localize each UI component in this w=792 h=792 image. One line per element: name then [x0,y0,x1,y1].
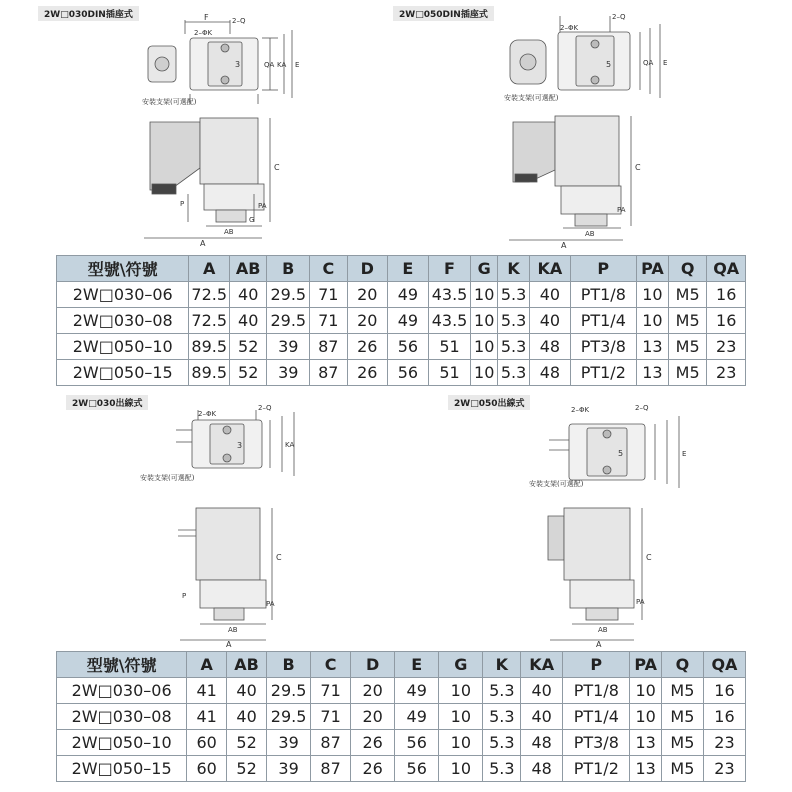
table-row [57,334,746,360]
value-cell: 20 [347,282,388,308]
dim-A-label-050: A [561,241,567,250]
value-cell: 16 [703,678,745,704]
value-cell: M5 [668,308,706,334]
value-cell: 10 [630,704,662,730]
value-cell: 52 [230,334,267,360]
column-header: P [563,652,630,678]
dim-P-label-w030: P [182,592,187,600]
value-cell: 71 [311,704,351,730]
value-cell: 49 [388,308,429,334]
model-cell: 2W□050–15 [57,756,187,782]
dim-2Q-label-050: 2–Q [612,13,626,21]
value-cell: 51 [428,334,471,360]
value-cell: 29.5 [267,282,310,308]
table-row [57,282,746,308]
value-cell: M5 [668,360,706,386]
value-cell: PT1/4 [570,308,636,334]
value-cell: 52 [227,730,267,756]
column-header: C [310,256,347,282]
value-cell: 60 [187,730,227,756]
dim-2phiK-label-050: 2–ΦK [560,24,579,32]
value-cell: 29.5 [267,678,311,704]
column-header: PA [630,652,662,678]
port-5-label-w050: 5 [618,449,624,458]
column-header: AB [227,652,267,678]
port-3-label-w030: 3 [237,441,243,450]
section-title-wire-030: 2W□030出線式 [66,395,148,410]
model-cell: 2W□030–08 [57,308,189,334]
dim-2phiK-label-w030: 2–ΦK [198,410,217,418]
table-header-row [57,652,746,678]
column-header: 型號\符號 [57,652,187,678]
dim-A-label-w050: A [596,640,602,648]
value-cell: 39 [267,730,311,756]
value-cell: 10 [439,730,483,756]
port-3-label: 3 [235,60,241,69]
value-cell: 16 [707,282,746,308]
value-cell: M5 [661,678,703,704]
column-header: Q [668,256,706,282]
table-header-row [57,256,746,282]
section-title-wire-050: 2W□050出線式 [448,395,530,410]
value-cell: M5 [668,282,706,308]
dim-QA-label-050: QA [643,59,654,67]
value-cell: 51 [428,360,471,386]
column-header: E [395,652,439,678]
dim-F-label: F [204,13,209,22]
value-cell: 20 [351,678,395,704]
column-header: KA [530,256,571,282]
column-header: QA [703,652,745,678]
dim-G-label: G [249,216,255,224]
value-cell: 72.5 [189,308,230,334]
section-title-din-050: 2W□050DIN插座式 [393,6,494,21]
value-cell: 56 [388,360,429,386]
model-cell: 2W□030–08 [57,704,187,730]
value-cell: M5 [661,756,703,782]
wire-030-top-view-drawing [140,402,315,492]
value-cell: 39 [267,360,310,386]
value-cell: 52 [227,756,267,782]
dim-2phiK-label: 2–ΦK [194,29,213,37]
value-cell: 10 [471,334,498,360]
column-header: D [347,256,388,282]
value-cell: 10 [636,282,668,308]
dim-E-label-050: E [663,59,668,67]
dim-P-label: P [180,200,185,208]
column-header: PA [636,256,668,282]
value-cell: 56 [388,334,429,360]
value-cell: 40 [530,282,571,308]
dim-AB-label-w030: AB [228,626,238,634]
bracket-note-label-050: 安裝支架(可選配) [504,94,559,102]
column-header: K [483,652,521,678]
table-row [57,756,746,782]
model-cell: 2W□050–15 [57,360,189,386]
column-header: K [498,256,530,282]
value-cell: 13 [630,756,662,782]
value-cell: 13 [630,730,662,756]
value-cell: PT1/8 [570,282,636,308]
value-cell: 26 [351,730,395,756]
value-cell: 5.3 [483,730,521,756]
value-cell: 40 [521,704,563,730]
value-cell: 40 [227,704,267,730]
dim-PA-label-w030: PA [266,600,275,608]
value-cell: 10 [471,308,498,334]
value-cell: 71 [311,678,351,704]
value-cell: 71 [310,308,347,334]
dim-A-label: A [200,239,206,248]
value-cell: 43.5 [428,282,471,308]
value-cell: 20 [347,308,388,334]
value-cell: 29.5 [267,308,310,334]
spec-table-din [56,255,746,386]
table-row [57,308,746,334]
value-cell: 10 [439,704,483,730]
section-title-din-030: 2W□030DIN插座式 [38,6,139,21]
value-cell: 13 [636,360,668,386]
din-050-top-view-drawing [500,10,675,105]
dim-QA-label: QA [264,61,275,69]
din-030-top-view-drawing [130,12,310,107]
dim-PA-label-w050: PA [636,598,645,606]
model-cell: 2W□050–10 [57,730,187,756]
dim-C-label: C [274,163,280,172]
dim-KA-label: KA [277,61,287,69]
dim-E-label: E [295,61,300,69]
value-cell: 23 [703,756,745,782]
value-cell: PT3/8 [563,730,630,756]
value-cell: 5.3 [483,678,521,704]
value-cell: 87 [310,334,347,360]
column-header: E [388,256,429,282]
column-header: C [311,652,351,678]
value-cell: 48 [530,360,571,386]
value-cell: 26 [347,334,388,360]
value-cell: 40 [230,308,267,334]
value-cell: 26 [347,360,388,386]
value-cell: 87 [311,756,351,782]
value-cell: 48 [521,756,563,782]
dim-KA-label-w030: KA [285,441,295,449]
bracket-note-label: 安裝支架(可選配) [142,98,197,106]
wire-030-side-view-drawing [170,500,300,648]
value-cell: 56 [395,730,439,756]
value-cell: 10 [471,282,498,308]
value-cell: M5 [661,704,703,730]
dim-2phiK-label-w050: 2–ΦK [571,406,590,414]
value-cell: PT1/8 [563,678,630,704]
value-cell: 41 [187,704,227,730]
value-cell: 16 [707,308,746,334]
column-header: A [187,652,227,678]
dim-AB-label-050: AB [585,230,595,238]
value-cell: 10 [439,756,483,782]
value-cell: 5.3 [498,282,530,308]
value-cell: 26 [351,756,395,782]
value-cell: 13 [636,334,668,360]
column-header: F [428,256,471,282]
value-cell: 29.5 [267,704,311,730]
value-cell: 49 [395,678,439,704]
column-header: 型號\符號 [57,256,189,282]
value-cell: 89.5 [189,334,230,360]
dim-AB-label: AB [224,228,234,236]
dim-C-label-w050: C [646,553,652,562]
value-cell: 10 [636,308,668,334]
value-cell: M5 [668,334,706,360]
table-row [57,730,746,756]
value-cell: 5.3 [498,308,530,334]
column-header: QA [707,256,746,282]
dim-2Q-label: 2–Q [232,17,246,25]
value-cell: 5.3 [498,334,530,360]
column-header: B [267,652,311,678]
value-cell: 89.5 [189,360,230,386]
wire-050-side-view-drawing [530,500,670,648]
dim-C-label-w030: C [276,553,282,562]
bracket-note-label-w030: 安裝支架(可選配) [140,474,195,482]
column-header: KA [521,652,563,678]
value-cell: 5.3 [483,756,521,782]
dim-C-label-050: C [635,163,641,172]
bracket-note-label-w050: 安裝支架(可選配) [529,480,584,488]
wire-050-top-view-drawing [525,404,700,496]
value-cell: 60 [187,756,227,782]
dim-E-label-w050: E [682,450,687,458]
spec-table-wire [56,651,746,782]
value-cell: 43.5 [428,308,471,334]
dim-2Q-label-w050: 2–Q [635,404,649,412]
din-030-side-view-drawing [140,110,290,250]
dim-PA-label: PA [258,202,267,210]
column-header: P [570,256,636,282]
value-cell: PT3/8 [570,334,636,360]
value-cell: 23 [707,360,746,386]
model-cell: 2W□030–06 [57,678,187,704]
value-cell: 5.3 [498,360,530,386]
value-cell: PT1/2 [563,756,630,782]
dim-AB-label-w050: AB [598,626,608,634]
column-header: G [471,256,498,282]
port-5-label: 5 [606,60,612,69]
value-cell: 72.5 [189,282,230,308]
table-row [57,704,746,730]
value-cell: 49 [388,282,429,308]
value-cell: 87 [311,730,351,756]
value-cell: 23 [703,730,745,756]
value-cell: 40 [230,282,267,308]
column-header: B [267,256,310,282]
table-row [57,360,746,386]
column-header: Q [661,652,703,678]
column-header: AB [230,256,267,282]
value-cell: 87 [310,360,347,386]
dim-A-label-w030: A [226,640,232,648]
value-cell: 56 [395,756,439,782]
value-cell: PT1/4 [563,704,630,730]
column-header: A [189,256,230,282]
value-cell: 10 [471,360,498,386]
dim-2Q-label-w030: 2–Q [258,404,272,412]
value-cell: 71 [310,282,347,308]
value-cell: M5 [661,730,703,756]
value-cell: 48 [521,730,563,756]
value-cell: 23 [707,334,746,360]
model-cell: 2W□050–10 [57,334,189,360]
value-cell: 5.3 [483,704,521,730]
value-cell: 49 [395,704,439,730]
value-cell: 20 [351,704,395,730]
column-header: D [351,652,395,678]
value-cell: PT1/2 [570,360,636,386]
value-cell: 40 [530,308,571,334]
value-cell: 52 [230,360,267,386]
column-header: G [439,652,483,678]
value-cell: 40 [521,678,563,704]
value-cell: 39 [267,756,311,782]
value-cell: 10 [630,678,662,704]
value-cell: 16 [703,704,745,730]
value-cell: 48 [530,334,571,360]
value-cell: 41 [187,678,227,704]
value-cell: 10 [439,678,483,704]
value-cell: 40 [227,678,267,704]
model-cell: 2W□030–06 [57,282,189,308]
value-cell: 39 [267,334,310,360]
table-row [57,678,746,704]
din-050-side-view-drawing [505,108,655,250]
dim-PA-label-050: PA [617,206,626,214]
